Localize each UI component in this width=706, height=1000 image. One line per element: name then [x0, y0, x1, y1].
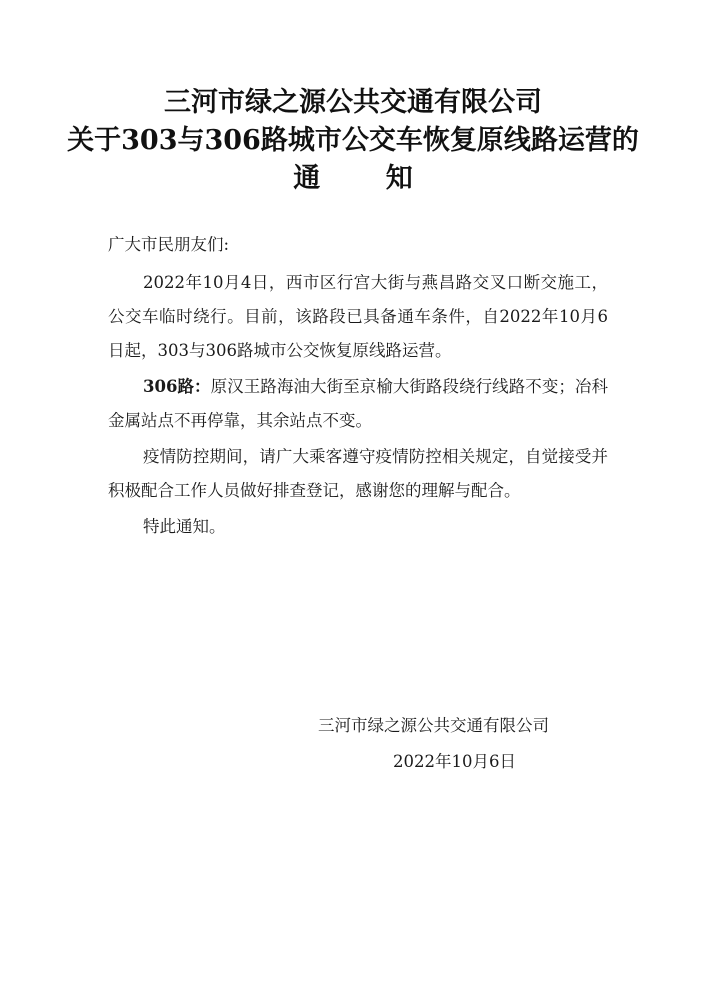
- notice-body: [108, 228, 608, 544]
- signature-date: 2022年10月6日: [393, 752, 516, 771]
- paragraph-text: 2022年10月4日，西市区行宫大街与燕昌路交叉口断交施工，公交车临时绕行。目前，该路段已具备通车条件，自2022年10月6日起，303与306路城市公交恢复原线路运营。: [108, 273, 608, 360]
- paragraph-text: 疫情防控期间，请广大乘客遵守疫情防控相关规定，自觉接受并积极配合工作人员做好排查登记，感谢您的理解与配合。: [108, 447, 608, 500]
- notice-title: [0, 84, 706, 198]
- paragraph-epidemic: [108, 440, 608, 508]
- salutation: 广大市民朋友们:: [108, 235, 230, 254]
- paragraph-lead: 306路：: [143, 377, 211, 396]
- paragraph-text: 原汉王路海油大街至京榆大街路段绕行线路不变；冶科金属站点不再停靠，其余站点不变。: [108, 377, 608, 430]
- title-line-subject: 关于303与306路城市公交车恢复原线路运营的: [67, 125, 639, 156]
- signature-organization: 三河市绿之源公共交通有限公司: [318, 716, 549, 735]
- title-line-company: 三河市绿之源公共交通有限公司: [164, 87, 542, 118]
- closing-remark: 特此通知。: [143, 517, 226, 536]
- title-line-notice: 通 知: [293, 163, 441, 194]
- paragraph-route-306: [108, 370, 608, 438]
- signature-block: [300, 708, 600, 780]
- paragraph-reopening: [108, 266, 608, 368]
